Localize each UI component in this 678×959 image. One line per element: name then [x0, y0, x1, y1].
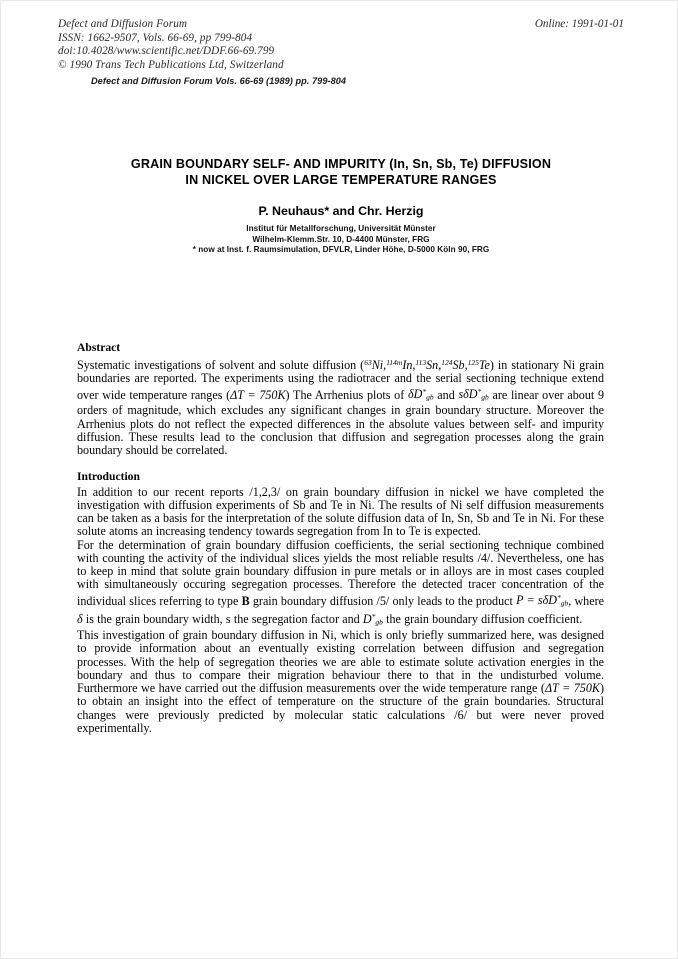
intro-p2-part-3: , where: [568, 593, 604, 608]
copyright-line: © 1990 Trans Tech Publications Ltd, Switzerland: [58, 58, 284, 71]
intro-p3-part-1: This investigation of grain boundary diffusion in Ni, which is only briefly summarized here, was designed to provide information about an eventually existing correlation between diffusion and segregation processes. With the help of segregation theories we are able to estimate solute activation energies in the boundary and thus to compare their migration behaviour there to that in the undisturbed volume. Furthermore we have carried out the diffusion measurements over the wide temperature range (: [77, 628, 604, 696]
publisher-header-top-row: [58, 18, 624, 32]
intro-p3-part-2: ) to obtain an insight into the effect of temperature on the structure of the grain boundaries. Structural changes were previously predicted by molecular static calculations /6/ but were never proved experimentally.: [77, 681, 604, 735]
type-b-label: B: [241, 593, 250, 608]
introduction-heading: Introduction: [77, 470, 140, 484]
introduction-paragraph-1: In addition to our recent reports /1,2,3/ on grain boundary diffusion in nickel we have completed the investigation with diffusion experiments of Sb and Te in Ni. The results of Ni self diffusion measurements can be taken as a basis for the interpretation of the solute diffusion data of In, Sn, Sb and Te in Ni. For these solute atoms an increasing tendency towards segregation from In to Te is expected.: [77, 484, 604, 539]
product-p-formula: P = sδD*$_{gb}$: [516, 593, 569, 609]
introduction-paragraph-3: [77, 629, 604, 735]
isotope-element-1: In: [402, 358, 413, 373]
doi-line: doi:10.4028/www.scientific.net/DDF.66-69.799: [58, 45, 275, 58]
issn-line: ISSN: 1662-9507, Vols. 66-69, pp 799-804: [58, 31, 253, 44]
body-content: [77, 341, 604, 735]
author-block: [58, 204, 624, 256]
author-names: P. Neuhaus* and Chr. Herzig: [258, 204, 424, 218]
introduction-paragraph-2: [77, 539, 604, 630]
s-delta-dgb-symbol: sδD*$_{gb}$: [458, 387, 489, 403]
delta-t-expression-2: ΔT = 750K: [544, 681, 600, 696]
intro-p2-part-5: the grain boundary diffusion coefficient.: [382, 612, 583, 627]
isotope-mass-2: 113: [415, 358, 427, 368]
affiliation-line-2: Wilhelm-Klemm.Str. 10, D-4400 Münster, FRG: [252, 234, 430, 244]
delta-symbol: δ: [77, 612, 83, 627]
intro-p2-part-4: is the grain boundary width, s the segregation factor and: [82, 612, 363, 627]
abstract-text-part-4: and: [433, 387, 459, 402]
isotope-element-3: Sb: [452, 358, 465, 373]
abstract-paragraph: [77, 356, 604, 457]
delta-dgb-symbol: $\delta D^*_{gb}$: [407, 387, 434, 403]
affiliation-line-1: Institut für Metallforschung, Universität Münster: [246, 224, 436, 233]
abstract-text-part-5: are linear over about 9 orders of magnitude, which excludes any significant changes in grain boundary structure. Moreover the Arrhenius plots do not reflect the expected differences in the absolute values between self- and impurity diffusion. These results lead to the conclusion that diffusion and segregation processes along the grain boundary should be correlated.: [77, 387, 604, 458]
abstract-text-part-1: Systematic investigations of solvent and solute diffusion (: [77, 358, 365, 373]
abstract-text-part-3: ) The Arrhenius plots of: [285, 387, 408, 402]
intro-p2-part-1: For the determination of grain boundary diffusion coefficients, the serial sectioning technique combined with counting the activity of the individual slices yields the most reliable results /4/. Nevertheless, one has to keep in mind that solute grain boundary diffusion in pure metals or in alloys are in most cases coupled with simultaneously occuring segregation processes. Therefore the detected tracer concentration of the individual slices referring to type: [77, 537, 604, 608]
online-date: Online: 1991-01-01: [534, 18, 624, 30]
isotope-element-2: Sn: [426, 358, 439, 373]
isotope-element-4: Te: [478, 358, 490, 373]
isotope-list: $^{63}$Ni,$^{114m}$In,$^{113}$Sn,$^{124}$Sb,$^{125}$Te: [364, 358, 490, 373]
journal-reference: Defect and Diffusion Forum Vols. 66-69 (1989) pp. 799-804: [91, 76, 347, 87]
abstract-text-part-2: ) in stationary Ni grain boundaries are reported. The experiments using the radiotracer and the serial sectioning technique extend over wide temperature ranges (: [77, 358, 604, 402]
abstract-heading: Abstract: [77, 341, 121, 354]
affiliation-line-3: * now at Inst. f. Raumsimulation, DFVLR, Linder Höhe, D-5000 Köln 90, FRG: [192, 245, 490, 255]
intro-p2-part-2: grain boundary diffusion /5/ only leads to the product: [249, 593, 517, 608]
title-block: [58, 157, 624, 188]
dgb-symbol: $D^*_{gb}$: [362, 612, 383, 627]
page-title-line-2: IN NICKEL OVER LARGE TEMPERATURE RANGES: [185, 172, 497, 187]
publisher-header: [58, 18, 624, 87]
journal-name: Defect and Diffusion Forum: [58, 18, 188, 30]
isotope-mass-1: 114m: [386, 358, 403, 368]
delta-t-expression: ΔT = 750K: [230, 387, 286, 402]
isotope-mass-0: 63: [364, 358, 372, 368]
page-title-line-1: GRAIN BOUNDARY SELF- AND IMPURITY (In, Sn, Sb, Te) DIFFUSION: [130, 157, 552, 171]
isotope-mass-4: 125: [467, 358, 479, 368]
isotope-mass-3: 124: [441, 358, 453, 368]
isotope-element-0: Ni: [371, 358, 384, 373]
